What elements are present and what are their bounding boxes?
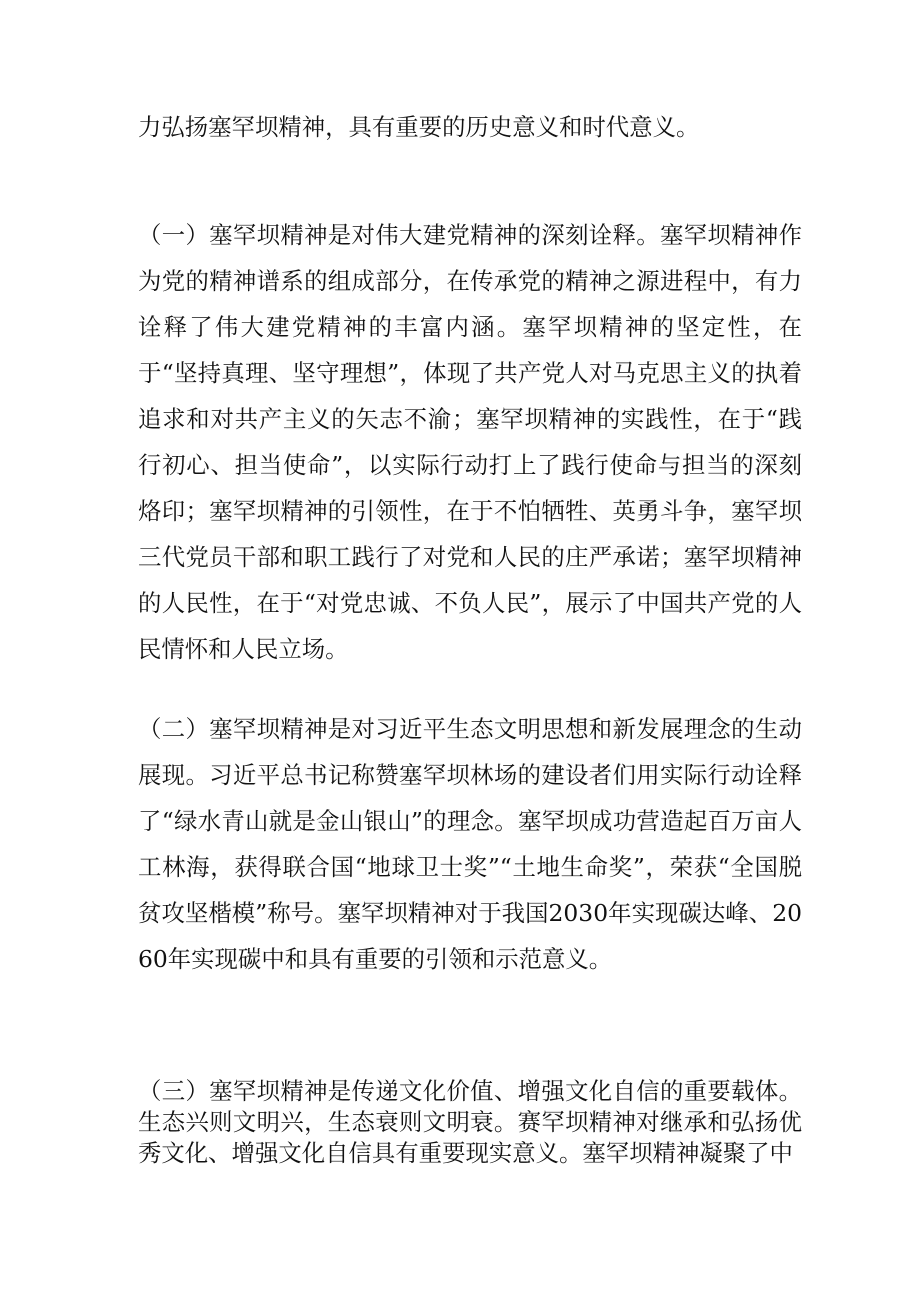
paragraph-section-one: （一）塞罕坝精神是对伟大建党精神的深刻诠释。塞罕坝精神作为党的精神谱系的组成部分，在传承党的精神之源进程中，有力诠释了伟大建党精神的丰富内涵。塞罕坝精神的坚定性，在于“坚持真理、坚守理想”，体现了共产党人对马克思主义的执着追求和对共产主义的矢志不渝；塞罕坝精神的实践性，在于“践行初心、担当使命”，以实际行动打上了践行使命与担当的深刻烙印；塞罕坝精神的引领性，在于不怕牺牲、英勇斗争，塞罕坝三代党员干部和职工践行了对党和人民的庄严承诺；塞罕坝精神的人民性，在于“对党忠诚、不负人民”，展示了中国共产党的人民情怀和人民立场。	[138, 221, 802, 663]
paragraph-intro-continuation: 力弘扬塞罕坝精神，具有重要的历史意义和时代意义。	[138, 113, 700, 141]
paragraph-section-two: （二）塞罕坝精神是对习近平生态文明思想和新发展理念的生动展现。习近平总书记称赞塞罕坝林场的建设者们用实际行动诠释了“绿水青山就是金山银山”的理念。塞罕坝成功营造起百万亩人工林海，获得联合国“地球卫士奖”“土地生命奖”，荣获“全国脱贫攻坚楷模”称号。塞罕坝精神对于我国2030年实现碳达峰、2060年实现碳中和具有重要的引领和示范意义。	[138, 715, 802, 973]
paragraph-section-three: （三）塞罕坝精神是传递文化价值、增强文化自信的重要载体。生态兴则文明兴，生态衰则文明衰。赛罕坝精神对继承和弘扬优秀文化、增强文化自信具有重要现实意义。塞罕坝精神凝聚了中	[138, 1077, 802, 1167]
